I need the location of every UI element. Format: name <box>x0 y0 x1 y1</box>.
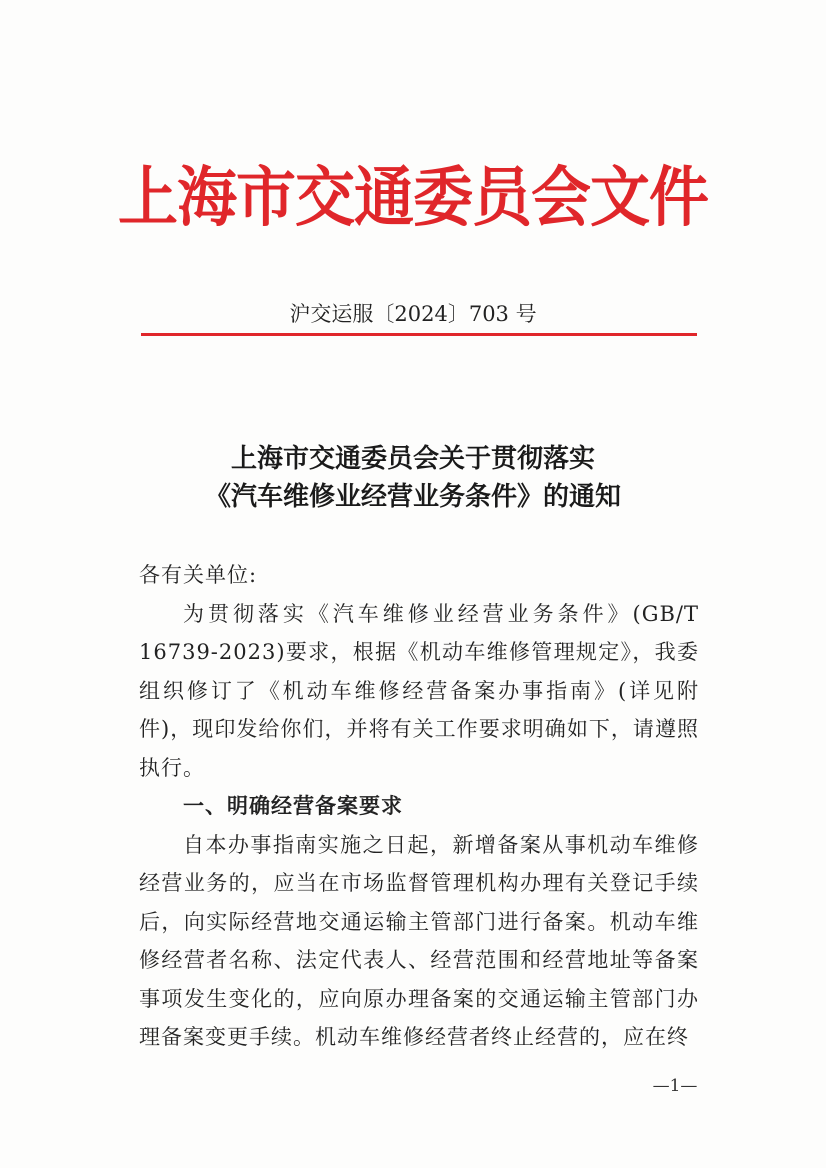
body-paragraph-2: 自本办事指南实施之日起，新增备案从事机动车维修经营业务的，应当在市场监督管理机构办理有关登记手续后，向实际经营地交通运输主管部门进行备案。机动车维修经营者名称、法定代表人、经营范围和经营地址等备案事项发生变化的，应向原办理备案的交通运输主管部门办理备案变更手续。机动车维修经营者终止经营的，应在终 <box>139 832 699 1049</box>
document-title-line-2: 《汽车维修业经营业务条件》的通知 <box>204 482 621 512</box>
salutation: 各有关单位: <box>139 563 258 587</box>
section-heading-1: 一、明确经营备案要求 <box>183 794 403 818</box>
document-body <box>139 556 699 1057</box>
red-separator-line <box>141 333 697 336</box>
issuer-red-header: 上海市交通委员会文件 <box>118 160 708 236</box>
body-paragraph-1: 为贯彻落实《汽车维修业经营业务条件》(GB/T 16739-2023)要求，根据《机动车维修管理规定》，我委组织修订了《机动车维修经营备案办事指南》(详见附件)，现印发给你们，并将有关工作要求明确如下，请遵照执行。 <box>139 601 699 780</box>
document-number: 沪交运服〔2024〕703 号 <box>289 302 537 326</box>
page-number: —1— <box>652 1076 698 1096</box>
document-title-line-1: 上海市交通委员会关于贯彻落实 <box>230 444 595 474</box>
